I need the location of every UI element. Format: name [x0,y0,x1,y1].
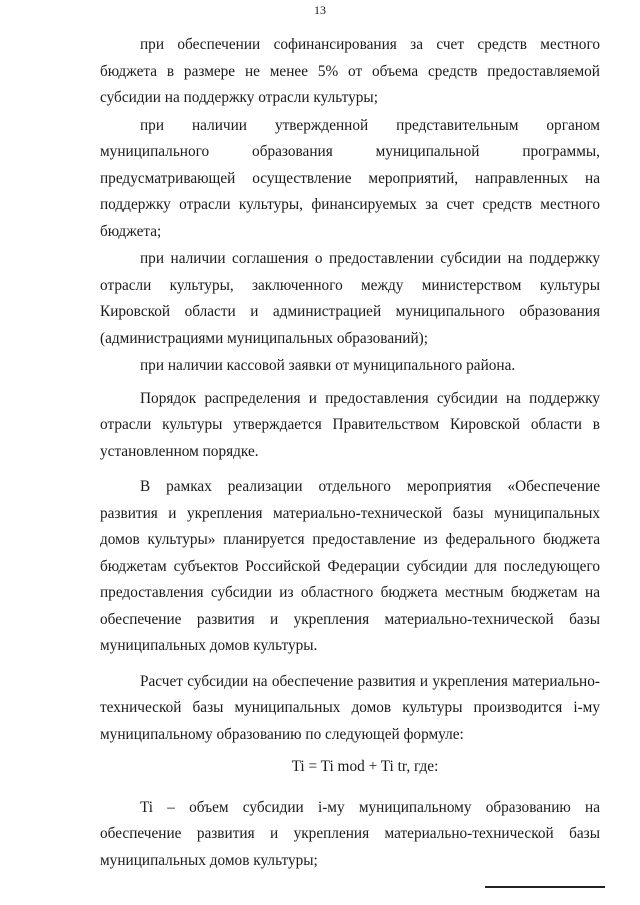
subsidy-formula: Ti = Ti mod + Ti tr, где: [291,758,439,775]
paragraph-ti-definition: Ti – объем субсидии i-му муниципальному образованию на обеспечение развития и укрепления материально-технической базы муниципальных домов культуры; [100,798,600,869]
document-body [100,32,600,880]
paragraph-houses-of-culture-measure: В рамках реализации отдельного мероприятия «Обеспечение развития и укрепления материально-технической базы муниципальных домов культуры» планируется предоставление из федерального бюджета бюджетам субъектов Российской Федерации субсидии для последующего предоставления субсидии из областного бюджета местным бюджетам на обеспечение развития и укрепления материально-технической базы муниципальных домов культуры. [100,478,600,654]
paragraph-agreement-condition: при наличии соглашения о предоставлении субсидии на поддержку отрасли культуры, заключенного между министерством культуры Кировской области и администрацией муниципального образования (администрациями муниципальных образований); [100,250,600,347]
paragraph-cash-request-condition: при наличии кассовой заявки от муниципального района. [140,357,516,374]
paragraph-cofinancing-condition: при обеспечении софинансирования за счет средств местного бюджета в размере не менее 5% от объема средств предоставляемой субсидии на поддержку отрасли культуры; [100,36,600,106]
paragraph-subsidy-calculation: Расчет субсидии на обеспечение развития и укрепления материально-технической базы муниципальных домов культуры производится i-му муниципальному образованию по следующей формуле: [100,672,600,743]
page-number: 13 [314,3,326,17]
paragraph-municipal-program-condition: при наличии утвержденной представительным органом муниципального образования муниципальной программы, предусматривающей осуществление мероприятий, направленных на поддержку отрасли культуры, финансируемых за счет средств местного бюджета; [100,116,600,240]
footer-rule [485,886,605,888]
paragraph-distribution-order: Порядок распределения и предоставления субсидии на поддержку отрасли культуры утверждается Правительством Кировской области в установленном порядке. [100,389,600,460]
